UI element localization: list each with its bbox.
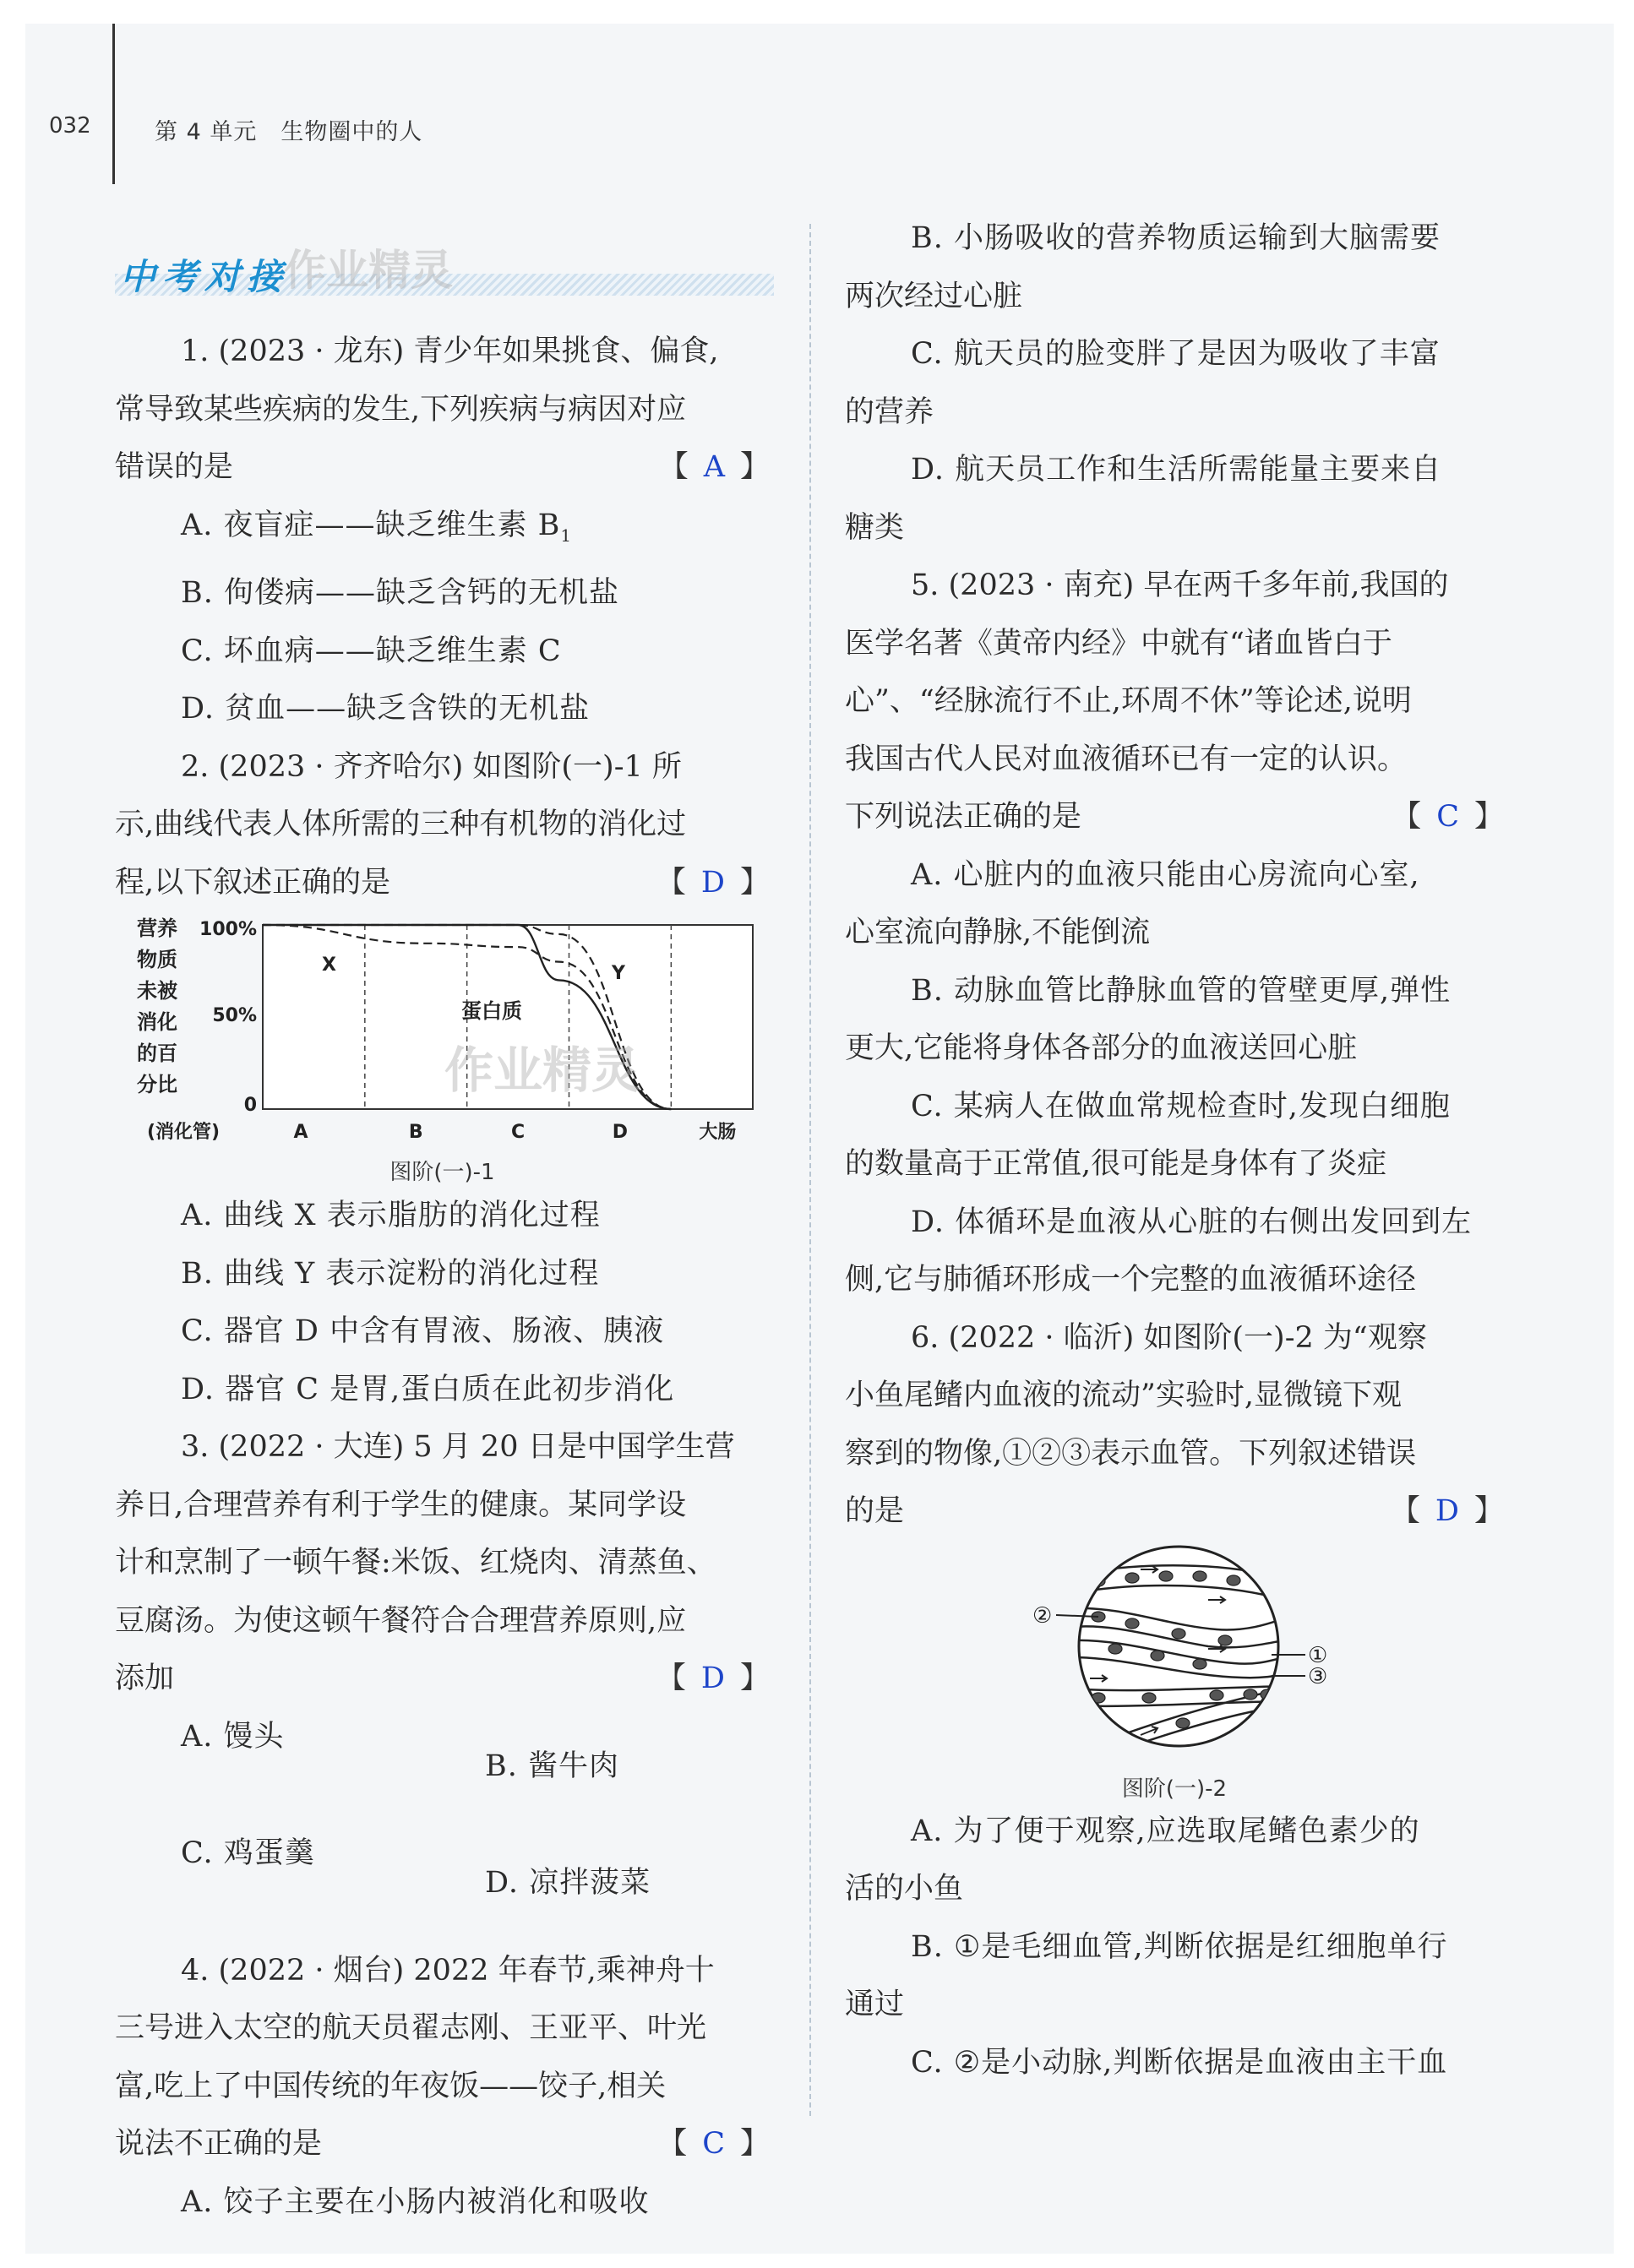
figure-caption: 图阶(一)-1 (389, 1160, 495, 1185)
microscope-view-svg (845, 1541, 1504, 1765)
question-stem-line: 察到的物像,①②③表示血管。下列叙述错误 (845, 1436, 1417, 1471)
question-1 (115, 323, 770, 738)
option-continuation: 的数量高于正常值,很可能是身体有了炎症 (845, 1147, 1387, 1181)
option-b: B. 酱牛肉 (485, 1749, 619, 1783)
option-b: B. 动脉血管比静脉血管的管壁更厚,弹性 (911, 973, 1452, 1008)
answer-bracket: 【 D 】 (1390, 1494, 1504, 1528)
question-stem-last (845, 1482, 1504, 1541)
option-a: A. 为了便于观察,应选取尾鳍色素少的 (911, 1814, 1420, 1848)
blood-cell (1244, 1689, 1257, 1700)
option-continuation: 侧,它与肺循环形成一个完整的血液循环途径 (845, 1263, 1417, 1297)
microscope-figure (845, 1541, 1504, 1803)
option-b: B. 曲线 Y 表示淀粉的消化过程 (181, 1256, 600, 1291)
watermark: 作业精灵 (284, 246, 453, 295)
option-d: D. 航天员工作和生活所需能量主要来自 (911, 453, 1442, 487)
question-stem-line: 6. (2022 · 临沂) 如图阶(一)-2 为“观察 (911, 1320, 1427, 1355)
answer-bracket: 【 D 】 (656, 865, 770, 900)
blood-cell (1092, 1693, 1105, 1703)
option-d: D. 凉拌菠菜 (485, 1866, 651, 1900)
answer-bracket: 【 C 】 (1392, 800, 1504, 834)
question-stem-line: 豆腐汤。为使这顿午餐符合合理营养原则,应 (115, 1603, 687, 1638)
header-divider (112, 24, 115, 184)
digestion-chart-svg (115, 916, 770, 1145)
option-d: D. 体循环是血液从心脏的右侧出发回到左 (911, 1205, 1473, 1239)
question-stem-last (115, 854, 770, 912)
unit-title: 第 4 单元 生物圈中的人 (155, 119, 423, 145)
section-banner (115, 245, 774, 299)
option-text: A. 夜盲症——缺乏维生素 B (181, 508, 561, 542)
option-a: A. 馒头 (181, 1719, 285, 1754)
answer-letter: D (700, 1662, 725, 1695)
option-a: A. 心脏内的血液只能由心房流向心室, (911, 857, 1420, 892)
question-stem-line: 示,曲线代表人体所需的三种有机物的消化过 (115, 808, 687, 841)
option-b: B. ①是毛细血管,判断依据是红细胞单行 (911, 1929, 1448, 1964)
question-stem-line: 心”、“经脉流行不止,环周不休”等论述,说明 (845, 684, 1412, 718)
question-stem-line: 计和烹制了一顿午餐:米饭、红烧肉、清蒸鱼、 (115, 1546, 716, 1580)
digestion-chart (115, 916, 770, 1187)
blood-cell (1172, 1629, 1185, 1639)
option-c: C. 坏血病——缺乏维生素 C (181, 634, 562, 668)
option-c: C. 某病人在做血常规检查时,发现白细胞 (911, 1089, 1451, 1123)
option-a (115, 497, 770, 565)
blood-cell (1193, 1571, 1206, 1581)
option-b: B. 小肠吸收的营养物质运输到大脑需要 (911, 221, 1441, 255)
option-c: C. 航天员的脸变胖了是因为吸收了丰富 (911, 337, 1441, 371)
question-stem-line: 养日,合理营养有利于学生的健康。某同学设 (115, 1488, 687, 1522)
left-column (115, 323, 770, 2231)
figure-caption: 图阶(一)-2 (1121, 1776, 1228, 1802)
blood-cell (1218, 1635, 1232, 1645)
blood-cell (1210, 1690, 1223, 1700)
option-continuation: 两次经过心脏 (845, 279, 1023, 313)
blood-cell (1092, 1576, 1105, 1586)
ylabel-line: 分比 (137, 1073, 177, 1096)
section-title: 中考对接 (120, 256, 290, 297)
option-a: A. 曲线 X 表示脂肪的消化过程 (181, 1199, 601, 1232)
label-vessel-2: ② (1032, 1602, 1053, 1629)
option-c: C. 器官 D 中含有胃液、肠液、胰液 (181, 1314, 665, 1348)
question-5 (845, 557, 1504, 1309)
question-stem-line: 3. (2022 · 大连) 5 月 20 日是中国学生营 (181, 1430, 735, 1464)
question-stem-line: 三号进入太空的航天员翟志刚、王亚平、叶光 (115, 2011, 707, 2045)
option-d: D. 贫血——缺乏含铁的无机盐 (181, 692, 591, 726)
answer-letter: C (1436, 800, 1459, 834)
blood-cell (1125, 1573, 1139, 1583)
option-continuation: 通过 (845, 1988, 905, 2021)
question-stem-line: 程,以下叙述正确的是 (115, 865, 391, 900)
x-tick-label: B (408, 1122, 423, 1143)
option-c: C. 鸡蛋羹 (181, 1836, 315, 1870)
option-continuation: 活的小鱼 (845, 1872, 964, 1906)
question-stem-line: 下列说法正确的是 (845, 800, 1082, 834)
blood-cell (1142, 1693, 1156, 1703)
ytick-50: 50% (212, 1005, 257, 1026)
blood-cell (1227, 1575, 1240, 1585)
question-stem-line: 1. (2023 · 龙东) 青少年如果挑食、偏食, (181, 334, 719, 368)
question-stem-line: 错误的是 (115, 450, 234, 484)
column-divider (809, 224, 811, 2116)
option-d: D. 器官 C 是胃,蛋白质在此初步消化 (181, 1372, 675, 1406)
curve-label-protein: 蛋白质 (461, 999, 522, 1023)
question-stem-line: 医学名著《黄帝内经》中就有“诸血皆白于 (845, 626, 1392, 661)
question-stem-line: 2. (2023 · 齐齐哈尔) 如图阶(一)-1 所 (181, 749, 682, 784)
option-row (115, 1825, 770, 1942)
ylabel-line: 物质 (137, 948, 177, 971)
ylabel-line: 营养 (137, 916, 177, 940)
curve-label-x: X (322, 955, 336, 976)
answer-letter: C (702, 2127, 725, 2161)
ytick-100: 100% (199, 919, 257, 940)
page-number: 032 (49, 113, 91, 139)
blood-cell (1125, 1618, 1139, 1629)
x-tick-label: C (511, 1122, 526, 1143)
answer-letter: D (700, 865, 725, 900)
option-continuation: 糖类 (845, 510, 905, 545)
option-b: B. 佝偻病——缺乏含钙的无机盐 (181, 576, 619, 610)
x-axis-prefix: (消化管) (147, 1122, 221, 1143)
option-continuation: 的营养 (845, 394, 934, 429)
y-axis-label (137, 916, 178, 1096)
answer-letter: D (1435, 1494, 1459, 1528)
answer-bracket: 【 C 】 (657, 2127, 770, 2161)
x-tick-label: D (612, 1122, 629, 1143)
option-a: A. 饺子主要在小肠内被消化和吸收 (181, 2184, 650, 2219)
question-4 (115, 1942, 770, 2232)
question-3 (115, 1418, 770, 1942)
answer-bracket: 【 D 】 (656, 1662, 770, 1695)
ylabel-line: 的百 (137, 1042, 177, 1065)
blood-cell (1176, 1718, 1190, 1728)
right-column (845, 209, 1504, 2091)
x-tick-label: 大肠 (699, 1122, 737, 1143)
ylabel-line: 消化 (137, 1010, 177, 1034)
question-stem-last (115, 1650, 770, 1708)
curve-label-y: Y (612, 963, 625, 984)
answer-letter: A (703, 450, 725, 484)
question-stem-line: 4. (2022 · 烟台) 2022 年春节,乘神舟十 (181, 1953, 715, 1988)
question-stem-last (115, 438, 770, 497)
question-stem-line: 我国古代人民对血液循环已有一定的认识。 (845, 742, 1408, 776)
label-vessel-3: ③ (1308, 1663, 1328, 1689)
ylabel-line: 未被 (137, 979, 177, 1003)
option-row (115, 1708, 770, 1825)
question-stem-last (115, 2115, 770, 2173)
question-stem-line: 常导致某些疾病的发生,下列疾病与病因对应 (115, 392, 687, 427)
label-vessel-1: ① (1308, 1642, 1328, 1668)
question-6 (845, 1309, 1504, 2092)
answer-bracket: 【 A 】 (658, 450, 770, 484)
option-continuation: 更大,它能将身体各部分的血液送回心脏 (845, 1031, 1358, 1065)
question-stem-line: 说法不正确的是 (115, 2127, 323, 2161)
x-tick-label: A (293, 1122, 308, 1143)
blood-cell (1108, 1644, 1122, 1654)
question-stem-line: 5. (2023 · 南充) 早在两千多年前,我国的 (911, 568, 1449, 602)
question-stem-line: 添加 (115, 1662, 175, 1695)
x-tick-labels (293, 1122, 736, 1143)
blood-cell (1193, 1659, 1206, 1669)
subscript: 1 (560, 525, 573, 546)
option-c: C. ②是小动脉,判断依据是血液由主干血 (911, 2045, 1448, 2080)
question-stem-line: 小鱼尾鳍内血液的流动”实验时,显微镜下观 (845, 1379, 1403, 1412)
blood-cell (1159, 1571, 1173, 1581)
watermark: 作业精灵 (444, 1042, 641, 1099)
question-stem-line: 富,吃上了中国传统的年夜饭——饺子,相关 (115, 2069, 667, 2103)
blood-cell (1151, 1651, 1164, 1661)
question-stem-last (845, 788, 1504, 846)
question-2 (115, 738, 770, 1419)
question-stem-line: 的是 (845, 1494, 905, 1528)
option-continuation: 心室流向静脉,不能倒流 (845, 916, 1151, 949)
ytick-0: 0 (243, 1095, 257, 1116)
